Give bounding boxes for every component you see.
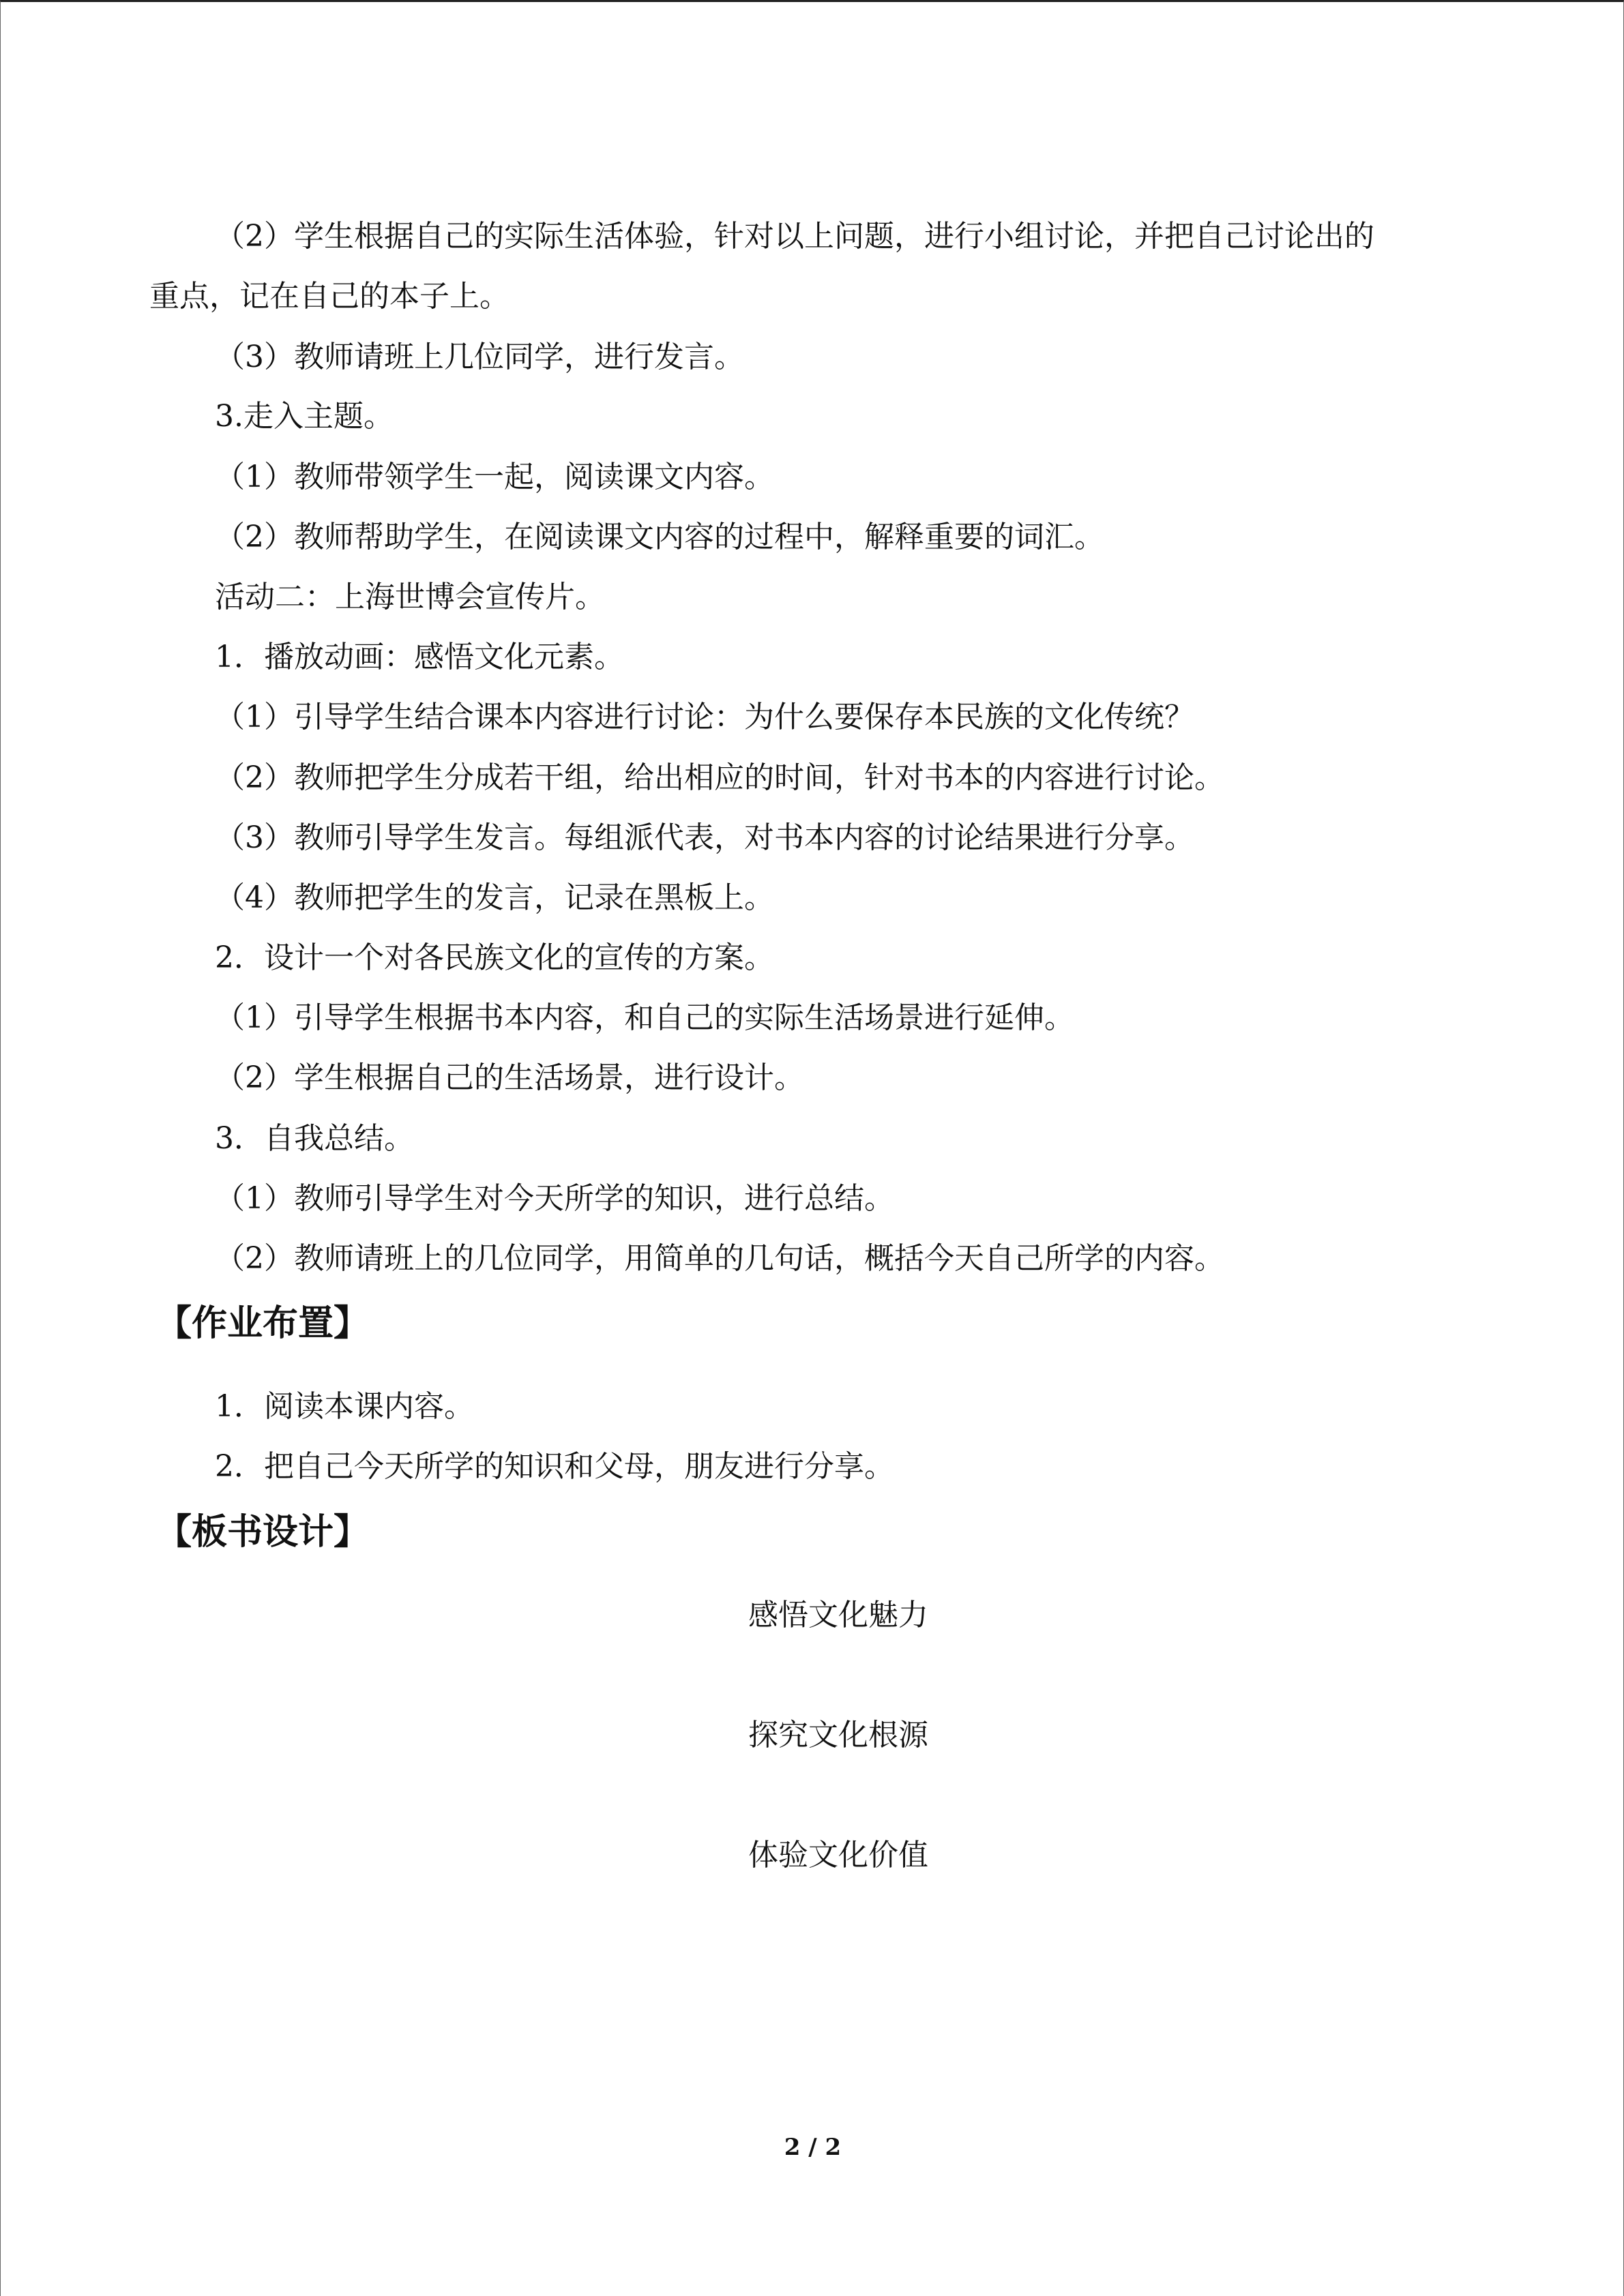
body-paragraph-line: （3）教师请班上几位同学，进行发言。 bbox=[215, 340, 744, 374]
board-design-item: 感悟文化魅力 bbox=[748, 1598, 928, 1632]
board-design-item: 探究文化根源 bbox=[748, 1718, 928, 1753]
page-number: 2 / 2 bbox=[784, 2134, 842, 2161]
homework-item: 1．阅读本课内容。 bbox=[215, 1389, 474, 1424]
body-paragraph-line: （1）引导学生结合课本内容进行讨论：为什么要保存本民族的文化传统？ bbox=[215, 700, 1194, 734]
body-paragraph-line: （2）教师把学生分成若干组，给出相应的时间，针对书本的内容进行讨论。 bbox=[215, 760, 1224, 795]
body-paragraph-line: （4）教师把学生的发言，记录在黑板上。 bbox=[215, 880, 774, 915]
body-paragraph-line: 活动二：上海世博会宣传片。 bbox=[215, 580, 605, 614]
body-paragraph-line: （2）教师帮助学生，在阅读课文内容的过程中，解释重要的词汇。 bbox=[215, 520, 1104, 554]
board-design-heading: 【板书设计】 bbox=[156, 1512, 370, 1553]
body-paragraph-line: （2）教师请班上的几位同学，用简单的几句话，概括今天自己所学的内容。 bbox=[215, 1241, 1224, 1276]
body-paragraph-line: （2）学生根据自己的实际生活体验，针对以上问题，进行小组讨论，并把自己讨论出的 bbox=[215, 219, 1374, 254]
body-paragraph-line: 重点，记在自己的本子上。 bbox=[149, 279, 510, 314]
body-paragraph-line: （2）学生根据自己的生活场景，进行设计。 bbox=[215, 1060, 804, 1095]
body-paragraph-line: 3．自我总结。 bbox=[215, 1121, 414, 1156]
body-paragraph-line: 3.走入主题。 bbox=[215, 399, 394, 434]
body-paragraph-line: 2．设计一个对各民族文化的宣传的方案。 bbox=[215, 940, 774, 975]
board-design-item: 体验文化价值 bbox=[748, 1838, 928, 1873]
homework-item: 2．把自己今天所学的知识和父母，朋友进行分享。 bbox=[215, 1449, 894, 1484]
body-paragraph-line: 1．播放动画：感悟文化元素。 bbox=[215, 640, 624, 674]
homework-heading: 【作业布置】 bbox=[156, 1303, 370, 1344]
body-paragraph-line: （1）教师带领学生一起，阅读课文内容。 bbox=[215, 460, 774, 494]
body-paragraph-line: （1）引导学生根据书本内容，和自己的实际生活场景进行延伸。 bbox=[215, 1000, 1074, 1035]
body-paragraph-line: （3）教师引导学生发言。每组派代表，对书本内容的讨论结果进行分享。 bbox=[215, 820, 1194, 855]
body-paragraph-line: （1）教师引导学生对今天所学的知识，进行总结。 bbox=[215, 1181, 894, 1216]
